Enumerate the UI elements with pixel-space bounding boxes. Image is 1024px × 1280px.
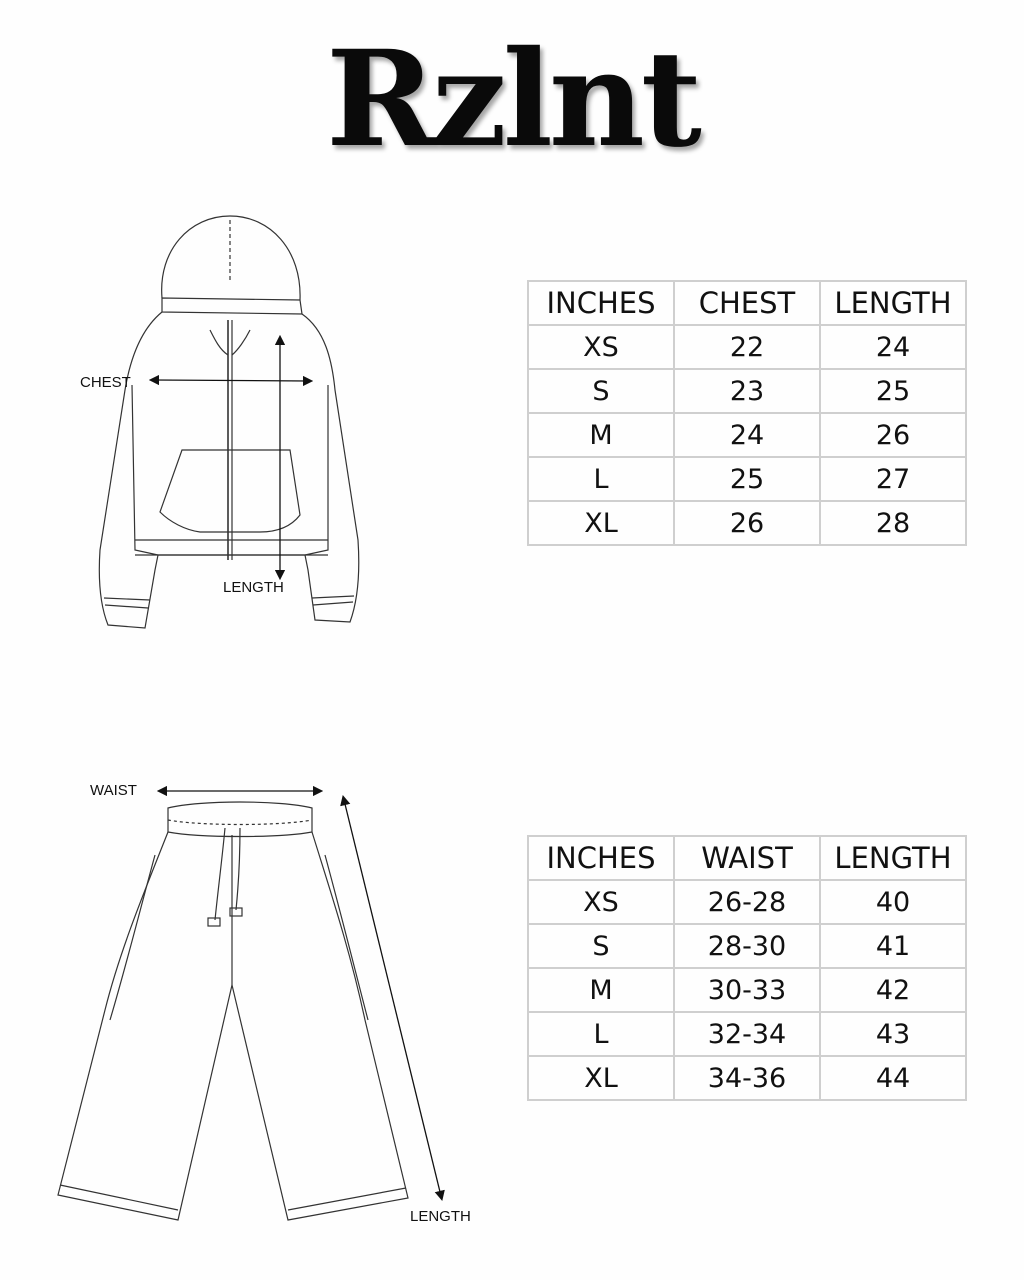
table-row bbox=[528, 924, 966, 968]
length-cell: 24 bbox=[820, 325, 966, 369]
size-cell: S bbox=[528, 369, 674, 413]
chest-cell: 22 bbox=[674, 325, 820, 369]
waist-cell: 34-36 bbox=[674, 1056, 820, 1100]
brand-logo: Rzlnt bbox=[326, 22, 698, 177]
table-row bbox=[528, 1012, 966, 1056]
chest-cell: 26 bbox=[674, 501, 820, 545]
table-row bbox=[528, 369, 966, 413]
chest-cell: 24 bbox=[674, 413, 820, 457]
chest-cell: 23 bbox=[674, 369, 820, 413]
size-cell: L bbox=[528, 1012, 674, 1056]
length-cell: 41 bbox=[820, 924, 966, 968]
table-header-row bbox=[528, 836, 966, 880]
size-cell: S bbox=[528, 924, 674, 968]
size-cell: M bbox=[528, 968, 674, 1012]
waist-cell: 32-34 bbox=[674, 1012, 820, 1056]
table-row bbox=[528, 325, 966, 369]
waist-cell: 28-30 bbox=[674, 924, 820, 968]
length-cell: 28 bbox=[820, 501, 966, 545]
waist-cell: 26-28 bbox=[674, 880, 820, 924]
hoodie-size-table bbox=[527, 280, 967, 546]
table-row bbox=[528, 1056, 966, 1100]
size-cell: XL bbox=[528, 1056, 674, 1100]
length-cell: 42 bbox=[820, 968, 966, 1012]
length-cell: 44 bbox=[820, 1056, 966, 1100]
size-cell: XS bbox=[528, 880, 674, 924]
size-cell: XS bbox=[528, 325, 674, 369]
pants-length-label: LENGTH bbox=[410, 1208, 471, 1225]
hoodie-illustration bbox=[70, 210, 380, 640]
chest-cell: 25 bbox=[674, 457, 820, 501]
size-cell: L bbox=[528, 457, 674, 501]
pants-illustration bbox=[50, 780, 460, 1230]
length-cell: 26 bbox=[820, 413, 966, 457]
header-cell: WAIST bbox=[674, 836, 820, 880]
pants-size-table bbox=[527, 835, 967, 1101]
hoodie-chest-label: CHEST bbox=[80, 374, 131, 391]
header-cell: LENGTH bbox=[820, 836, 966, 880]
table-row bbox=[528, 501, 966, 545]
waist-cell: 30-33 bbox=[674, 968, 820, 1012]
header-cell: LENGTH bbox=[820, 281, 966, 325]
table-row bbox=[528, 968, 966, 1012]
header-cell: INCHES bbox=[528, 281, 674, 325]
hoodie-length-label: LENGTH bbox=[223, 579, 284, 596]
header-cell: CHEST bbox=[674, 281, 820, 325]
size-cell: M bbox=[528, 413, 674, 457]
table-row bbox=[528, 413, 966, 457]
size-cell: XL bbox=[528, 501, 674, 545]
table-row bbox=[528, 457, 966, 501]
header-cell: INCHES bbox=[528, 836, 674, 880]
length-cell: 27 bbox=[820, 457, 966, 501]
table-header-row bbox=[528, 281, 966, 325]
pants-waist-label: WAIST bbox=[90, 782, 137, 799]
table-row bbox=[528, 880, 966, 924]
length-cell: 25 bbox=[820, 369, 966, 413]
length-cell: 43 bbox=[820, 1012, 966, 1056]
length-cell: 40 bbox=[820, 880, 966, 924]
